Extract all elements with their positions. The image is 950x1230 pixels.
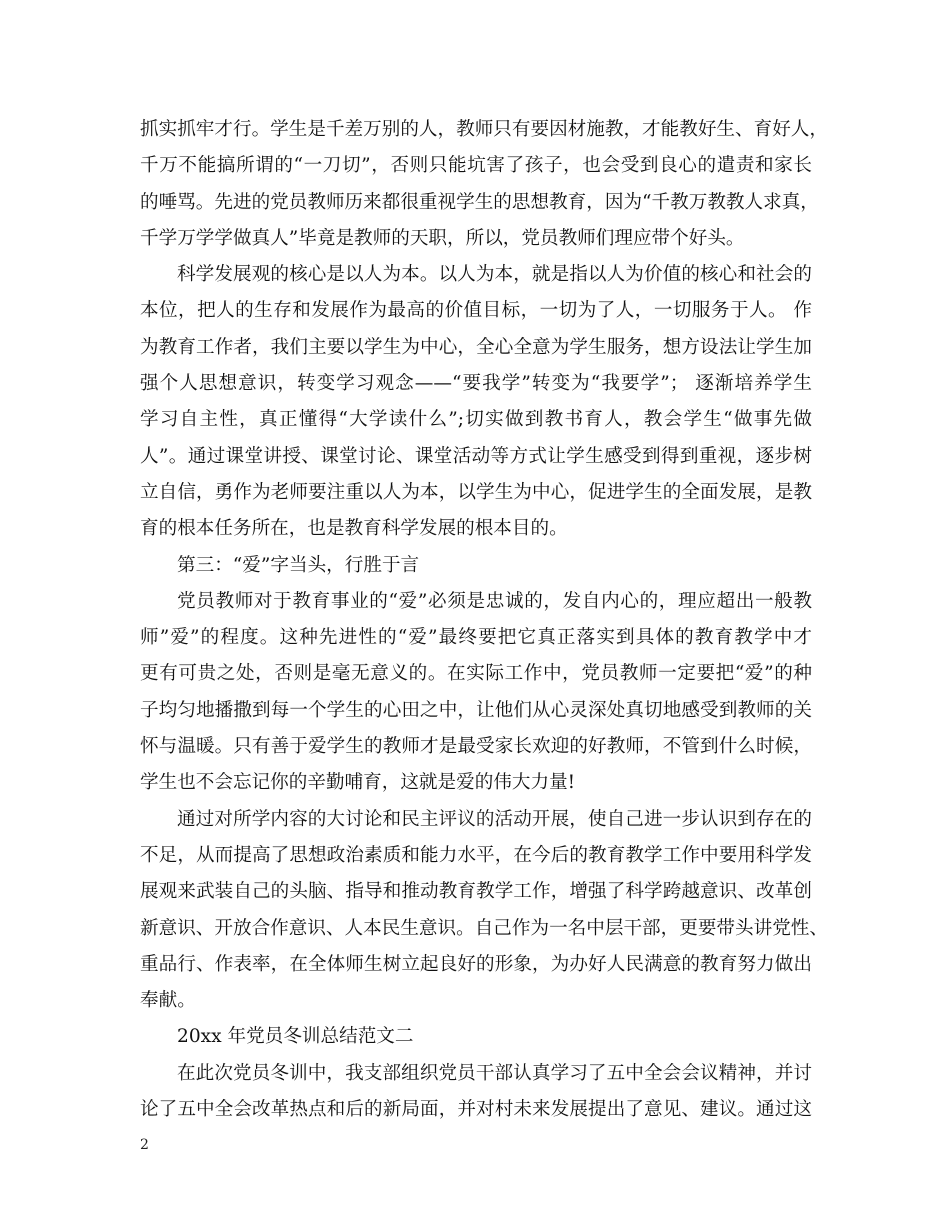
paragraph-first-line: 通过对所学内容的大讨论和民主评议的活动开展，使自己进一步认识到存在的: [177, 808, 812, 830]
text-line: 师”爱”的程度。这种先进性的“爱”最终要把它真正落实到具体的教育教学中才: [140, 627, 812, 649]
text-line: 不足，从而提高了思想政治素质和能力水平，在今后的教育教学工作中要用科学发: [140, 844, 812, 866]
text-line: 人”。通过课堂讲授、课堂讨论、课堂活动等方式让学生感受到得到重视，逐步树: [140, 445, 812, 467]
text-line: 更有可贵之处，否则是毫无意义的。在实际工作中，党员教师一定要把“爱”的种: [140, 663, 812, 685]
text-line: 强个人思想意识，转变学习观念——“要我学”转变为“我要学”； 逐渐培养学生: [140, 373, 812, 395]
section-heading: 第三：“爱”字当头，行胜于言: [177, 554, 420, 576]
text-line: 千万不能搞所谓的“一刀切”，否则只能坑害了孩子，也会受到良心的遣责和家长: [140, 155, 812, 177]
text-line: 立自信，勇作为老师要注重以人为本，以学生为中心，促进学生的全面发展，是教: [140, 481, 812, 503]
paragraph-first-line: 党员教师对于教育事业的“爱”必须是忠诚的，发自内心的，理应超出一般教: [177, 590, 812, 612]
section-heading: 20xx 年党员冬训总结范文二: [177, 1026, 414, 1048]
text-line: 重品行、作表率，在全体师生树立起良好的形象，为办好人民满意的教育努力做出: [140, 953, 812, 975]
text-line: 论了五中全会改革热点和后的新局面，并对村未来发展提出了意见、建议。通过这: [140, 1099, 812, 1121]
text-line: 子均匀地播撒到每一个学生的心田之中，让他们从心灵深处真切地感受到教师的关: [140, 699, 812, 721]
text-line: 千学万学学做真人”毕竟是教师的天职，所以，党员教师们理应带个好头。: [140, 227, 745, 249]
text-line: 学习自主性，真正懂得“大学读什么”;切实做到教书育人，教会学生“做事先做: [140, 409, 812, 431]
text-line: 本位，把人的生存和发展作为最高的价值目标，一切为了人，一切服务于人。 作: [140, 300, 812, 322]
text-line: 新意识、开放合作意识、人本民生意识。自己作为一名中层干部，更要带头讲党性、: [140, 917, 828, 939]
text-line: 展观来武装自己的头脑、指导和推动教育教学工作，增强了科学跨越意识、改革创: [140, 881, 812, 903]
document-body: [140, 112, 828, 1128]
paragraph-first-line: 在此次党员冬训中，我支部组织党员干部认真学习了五中全会会议精神，并讨: [177, 1062, 812, 1084]
text-line: 怀与温暖。只有善于爱学生的教师才是最受家长欢迎的好教师，不管到什么时候，: [140, 736, 812, 758]
text-line: 的唾骂。先进的党员教师历来都很重视学生的思想教育，因为“千教万教教人求真，: [140, 191, 819, 213]
text-line: 学生也不会忘记你的辛勤哺育，这就是爱的伟大力量!: [140, 772, 576, 794]
text-line: 为教育工作者，我们主要以学生为中心，全心全意为学生服务，想方设法让学生加: [140, 336, 812, 358]
text-line: 育的根本任务所在，也是教育科学发展的根本目的。: [140, 518, 568, 540]
text-line: 抓实抓牢才行。学生是千差万别的人，教师只有要因材施教，才能教好生、育好人，: [140, 119, 828, 140]
page-number: 2: [140, 1137, 149, 1153]
text-line: 奉献。: [140, 990, 196, 1012]
paragraph-first-line: 科学发展观的核心是以人为本。以人为本，就是指以人为价值的核心和社会的: [177, 264, 812, 286]
